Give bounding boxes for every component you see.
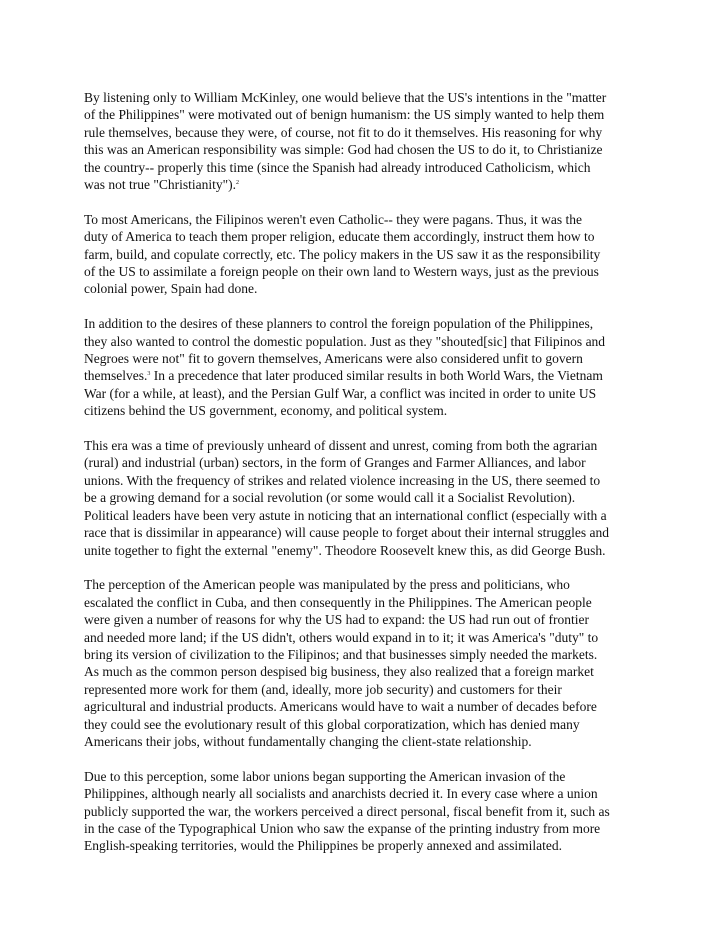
paragraph-text: The perception of the American people was manipulated by the press and politicians, who escalated the conflict in Cuba, and then consequently in the Philippines. The American people were given a number of reasons for why the US had to expand: the US had run out of frontier and needed more land; if the US didn't, others would expand in to it; it was America's "duty" to bring its version of civilization to the Filipinos; and that businesses simply needed the markets. As much as the common person despised big business, they also realized that a foreign market represented more work for them (and, ideally, more job security) and customers for their agricultural and industrial products. Americans would have to wait a number of decades before they could see the evolutionary result of this global corporatization, which has denied many Americans their jobs, without fundamentally changing the client-state relationship. bbox=[84, 577, 599, 749]
paragraph-4 bbox=[84, 437, 659, 559]
document-body bbox=[84, 89, 659, 855]
paragraph-text-continued: In a precedence that later produced similar results in both World Wars, the Vietnam War (for a while, at least), and the Persian Gulf War, a conflict was incited in order to unite US citizens behind the US government, economy, and political system. bbox=[84, 368, 603, 419]
footnote-marker: 3 bbox=[147, 371, 151, 378]
footnote-marker: 2 bbox=[236, 180, 240, 187]
paragraph-text: By listening only to William McKinley, one would believe that the US's intentions in the "matter of the Philippines" were motivated out of benign humanism: the US simply wanted to help them rule themselves, because they were, of course, not fit to do it themselves. His reasoning for why this was an American responsibility was simple: God had chosen the US to do it, to Christianize the country-- properly this time (since the Spanish had already introduced Catholicism, which was not true "Christianity"). bbox=[84, 90, 607, 193]
paragraph-1 bbox=[84, 89, 659, 193]
paragraph-2 bbox=[84, 211, 659, 298]
paragraph-text: To most Americans, the Filipinos weren't even Catholic-- they were pagans. Thus, it was the duty of America to teach them proper religion, educate them accordingly, instruct them how to farm, build, and copulate correctly, etc. The policy makers in the US saw it as the responsibility of the US to assimilate a foreign people on their own land to Western ways, just as the previous colonial power, Spain had done. bbox=[84, 211, 601, 297]
paragraph-6 bbox=[84, 768, 659, 855]
paragraph-text: In addition to the desires of these planners to control the foreign population of the Philippines, they also wanted to control the domestic population. Just as they "shouted[sic] that Filipinos and Negroes were not" fit to govern themselves, Americans were also considered unfit to govern themselves. bbox=[84, 316, 606, 384]
paragraph-text: This era was a time of previously unheard of dissent and unrest, coming from both the agrarian (rural) and industrial (urban) sectors, in the form of Granges and Farmer Alliances, and labor unions. With the frequency of strikes and related violence increasing in the US, there seemed to be a growing demand for a social revolution (or some would call it a Socialist Revolution). Political leaders have been very astute in noticing that an international conflict (especially with a race that is dissimilar in appearance) will cause people to forget about their internal struggles and unite together to fight the external "enemy". Theodore Roosevelt knew this, as did George Bush. bbox=[84, 438, 609, 558]
paragraph-3 bbox=[84, 315, 659, 419]
paragraph-5 bbox=[84, 576, 659, 750]
paragraph-text: Due to this perception, some labor unions began supporting the American invasion of the Philippines, although nearly all socialists and anarchists decried it. In every case where a union publicly supported the war, the workers perceived a direct personal, fiscal benefit from it, such as in the case of the Typographical Union who saw the expanse of the printing industry from more English-speaking territories, would the Philippines be properly annexed and assimilated. bbox=[84, 768, 610, 854]
